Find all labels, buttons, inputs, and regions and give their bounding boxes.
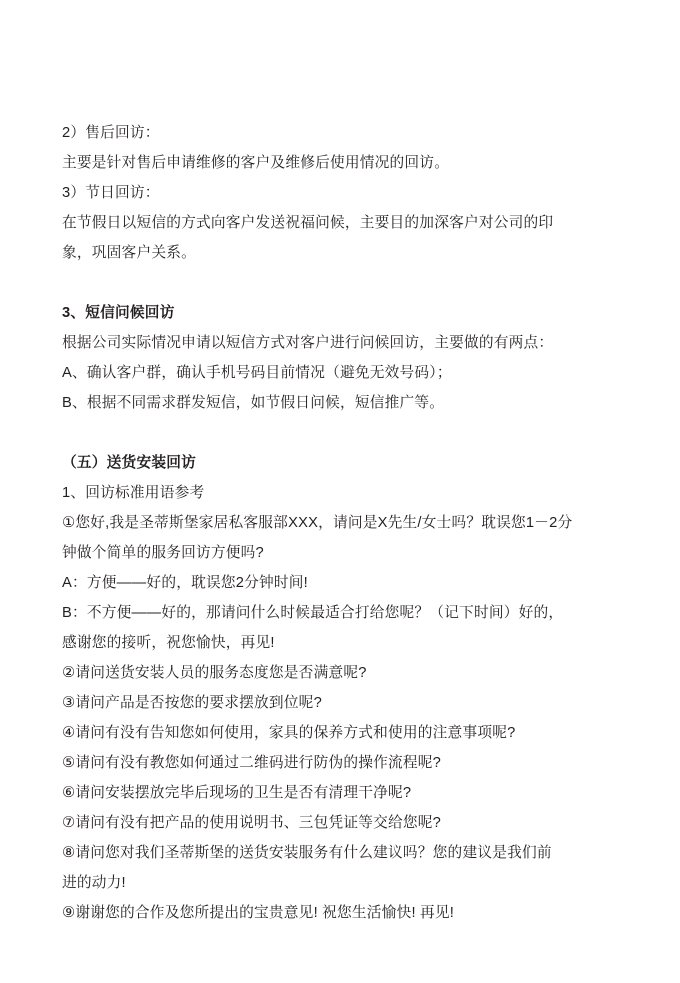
paragraph-line: ⑥请问安装摆放完毕后现场的卫生是否有清理干净呢? [62, 785, 412, 801]
paragraph-line: ①您好,我是圣蒂斯堡家居私客服部XXX，请问是X先生/女士吗？耽误您1－2分 [62, 515, 573, 531]
paragraph-line: A：方便——好的，耽误您2分钟时间! [62, 575, 308, 591]
section-subheading: 1、回访标准用语参考 [62, 485, 205, 501]
paragraph-line: 钟做个简单的服务回访方便吗? [62, 545, 264, 561]
paragraph-line: ⑨谢谢您的合作及您所提出的宝贵意见! 祝您生活愉快! 再见! [62, 905, 455, 921]
document-body [62, 118, 618, 928]
paragraph-line: 主要是针对售后申请维修的客户及维修后使用情况的回访。 [62, 155, 450, 171]
paragraph-line: 2）售后回访： [62, 125, 160, 141]
paragraph-line: B：不方便——好的，那请问什么时候最适合打给您呢？（记下时间）好的， [62, 605, 564, 621]
section-spacer [62, 418, 618, 448]
section-heading: （五）送货安装回访 [62, 455, 196, 471]
section-spacer [62, 268, 618, 298]
paragraph-line: 3）节日回访： [62, 185, 160, 201]
paragraph-line: B、根据不同需求群发短信，如节假日问候，短信推广等。 [62, 395, 445, 411]
paragraph-line: ⑦请问有没有把产品的使用说明书、三包凭证等交给您呢? [62, 815, 442, 831]
paragraph-line: ③请问产品是否按您的要求摆放到位呢? [62, 695, 322, 711]
paragraph-line: ④请问有没有告知您如何使用，家具的保养方式和使用的注意事项呢? [62, 725, 516, 741]
paragraph-line: 象，巩固客户关系。 [62, 245, 196, 261]
paragraph-line: 进的动力! [62, 875, 126, 891]
section-heading: 3、短信问候回访 [62, 305, 175, 321]
paragraph-line: A、确认客户群，确认手机号码目前情况（避免无效号码）； [62, 365, 452, 381]
paragraph-line: ②请问送货安装人员的服务态度您是否满意呢? [62, 665, 367, 681]
paragraph-line: ⑤请问有没有教您如何通过二维码进行防伪的操作流程呢? [62, 755, 442, 771]
section-after-sales-visit [62, 118, 618, 268]
paragraph-line: 感谢您的接听，祝您愉快，再见! [62, 635, 275, 651]
paragraph-line: 根据公司实际情况申请以短信方式对客户进行问候回访，主要做的有两点： [62, 335, 554, 351]
section-sms-greeting-visit [62, 298, 618, 418]
paragraph-line: 在节假日以短信的方式向客户发送祝福问候，主要目的加深客户对公司的印 [62, 215, 554, 231]
paragraph-line: ⑧请问您对我们圣蒂斯堡的送货安装服务有什么建议吗？您的建议是我们前 [62, 845, 552, 861]
section-delivery-install-visit [62, 448, 618, 928]
